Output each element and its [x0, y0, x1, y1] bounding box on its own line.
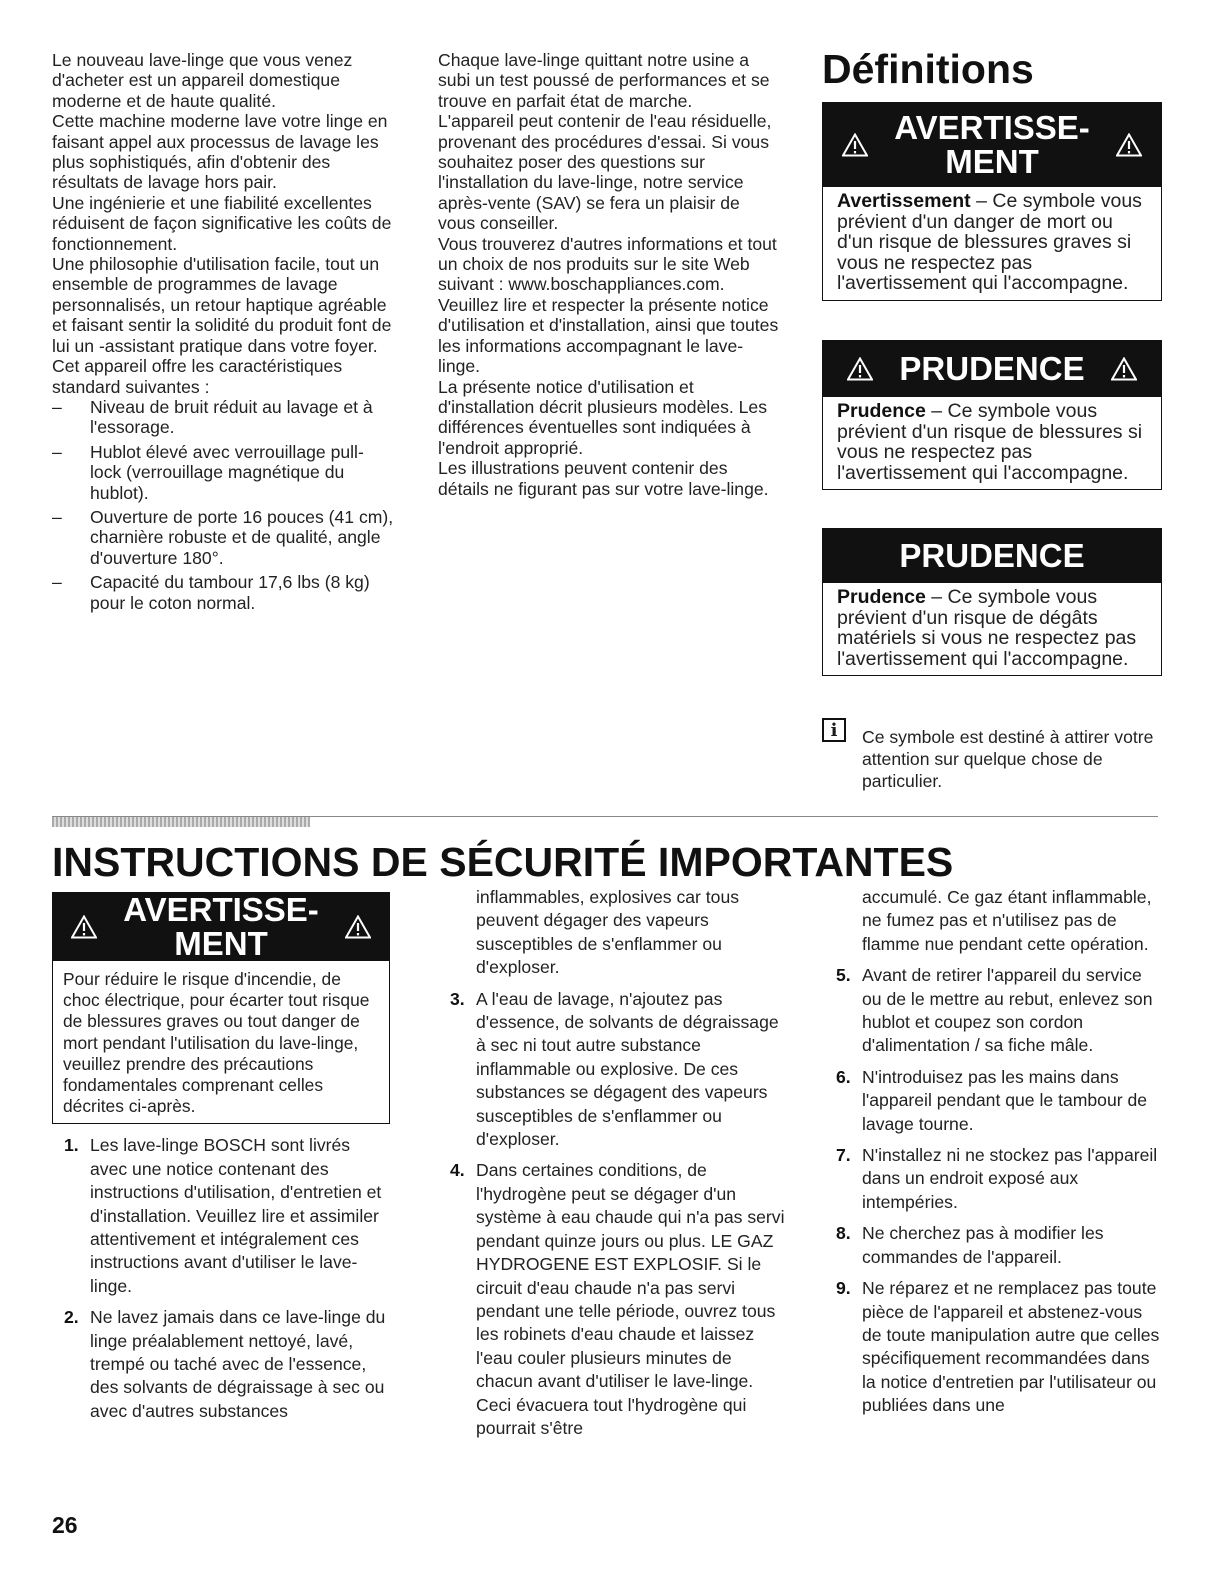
list-item: – Ouverture de porte 16 pouces (41 cm), charnière robuste et de qualité, angle d'ouverture 180°.	[52, 507, 394, 568]
definitions-title: Définitions	[822, 46, 1034, 92]
item-number: 7.	[836, 1145, 851, 1166]
warning-definition-text	[823, 187, 1161, 300]
warning-triangle-icon	[1116, 133, 1142, 157]
intro-paragraph: Chaque lave-linge quittant notre usine a subi un test poussé de performances et se trouve en parfait état de marche.	[438, 50, 770, 111]
item-text: Ne cherchez pas à modifier les commandes de l'appareil.	[862, 1223, 1104, 1267]
item-text: Ne réparez et ne remplacez pas toute pièce de l'appareil et abstenez-vous de toute manipulation autre que celles spécifiquement recommandées dans la notice d'entretien par l'utilisateur ou publiées dans une	[862, 1278, 1160, 1416]
list-item: – Niveau de bruit réduit au lavage et à l'essorage.	[52, 397, 394, 438]
warning-description: – Ce symbole vous prévient d'un danger de mort ou d'un risque de blessures graves si vous ne respectez pas l'avertissement qui l'accompagne.	[837, 190, 1142, 294]
item-text: N'introduisez pas les mains dans l'appareil pendant que le tambour de lavage tourne.	[862, 1066, 1148, 1134]
warning-heading-line2: MENT	[945, 143, 1039, 180]
safety-warning-heading-line2: MENT	[174, 925, 268, 962]
info-icon: i	[822, 718, 846, 742]
notice-heading: PRUDENCE	[899, 537, 1085, 574]
intro-paragraph: Une ingénierie et une fiabilité excellentes réduisent de façon significative les coûts de fonctionnement.	[52, 192, 392, 254]
intro-column	[52, 50, 394, 617]
caution-definition-box	[822, 340, 1162, 490]
warning-heading-line1: AVERTISSE-	[894, 109, 1090, 146]
intro-paragraph: L'appareil peut contenir de l'eau résiduelle, provenant des procédures d'essai. Si vous souhaitez poser des questions sur l'installation du lave-linge, notre service après-vente (SAV) se fera un plaisir de vous conseiller.	[438, 111, 772, 234]
intro-column-2	[438, 50, 780, 499]
intro-paragraph: Les illustrations peuvent contenir des détails ne figurant pas sur votre lave-linge.	[438, 458, 769, 499]
item-number: 2.	[64, 1307, 79, 1328]
list-item: – Capacité du tambour 17,6 lbs (8 kg) pour le coton normal.	[52, 572, 394, 613]
intro-paragraph: Veuillez lire et respecter la présente notice d'utilisation et d'installation, ainsi que toutes les informations accompagnant le lave-linge.	[438, 294, 779, 377]
notice-term: Prudence	[837, 586, 926, 608]
list-item	[824, 1144, 1160, 1214]
section-divider-shade	[52, 816, 310, 827]
safety-warning-text: Pour réduire le risque d'incendie, de choc électrique, pour écarter tout risque de blessures graves ou tout danger de mort pendant l'utilisation du lave-linge, veuillez prendre des précautions fondamentales comprenant celles décrites ci-après.	[63, 969, 370, 1117]
safety-column-3	[824, 886, 1160, 1426]
safety-warning-box	[52, 892, 390, 1124]
warning-term: Avertissement	[837, 190, 971, 212]
item-number: 8.	[836, 1223, 851, 1244]
notice-definition-box	[822, 528, 1162, 676]
list-item	[824, 1277, 1160, 1417]
warning-triangle-icon	[71, 915, 97, 939]
section-divider	[52, 816, 1158, 817]
safety-warning-header	[53, 893, 389, 961]
item-number: 6.	[836, 1066, 851, 1087]
item-text: A l'eau de lavage, n'ajoutez pas d'essence, de solvants de dégraissage à sec ni tout autre substance inflammable ou explosive. De ces substances se dégagent des vapeurs susceptibles de s'enflammer ou d'exploser.	[476, 988, 779, 1150]
intro-paragraph: Cette machine moderne lave votre linge en faisant appel aux processus de lavage les plus sophistiqués, afin d'obtenir des résultats de lavage hors pair.	[52, 111, 388, 193]
list-item	[824, 1222, 1160, 1269]
warning-triangle-icon	[345, 915, 371, 939]
item-number: 1.	[64, 1135, 79, 1156]
intro-paragraph: Cet appareil offre les caractéristiques standard suivantes :	[52, 356, 343, 397]
item-text: N'installez ni ne stockez pas l'appareil dans un endroit exposé aux intempéries.	[862, 1145, 1158, 1212]
caution-header	[823, 341, 1161, 397]
safety-column-2	[438, 886, 788, 1448]
list-item: – Hublot élevé avec verrouillage pull-lock (verrouillage magnétique du hublot).	[52, 442, 394, 503]
item-number: 5.	[836, 965, 851, 986]
warning-triangle-icon	[847, 357, 873, 381]
list-item	[824, 1066, 1160, 1136]
notice-description: – Ce symbole vous prévient d'un risque de dégâts matériels si vous ne respectez pas l'avertissement qui l'accompagne.	[837, 586, 1137, 670]
caution-term: Prudence	[837, 400, 926, 422]
safety-title: INSTRUCTIONS DE SÉCURITÉ IMPORTANTES	[52, 839, 954, 885]
item-continuation: accumulé. Ce gaz étant inflammable, ne fumez pas et n'utilisez pas de flamme nue pendant cette opération.	[862, 887, 1152, 954]
item-number: 3.	[450, 988, 465, 1009]
intro-paragraph: Le nouveau lave-linge que vous venez d'acheter est un appareil domestique moderne et de haute qualité.	[52, 50, 353, 111]
info-description: Ce symbole est destiné à attirer votre attention sur quelque chose de particulier.	[862, 727, 1154, 791]
warning-header	[823, 103, 1161, 187]
features-list	[52, 397, 394, 613]
intro-paragraph: La présente notice d'utilisation et d'installation décrit plusieurs modèles. Les différences éventuelles sont indiquées à l'endroit approprié.	[438, 376, 768, 458]
list-item	[438, 1159, 788, 1440]
warning-definition-box	[822, 102, 1162, 301]
list-item	[824, 964, 1160, 1058]
list-item	[438, 988, 788, 1152]
caution-definition-text	[823, 397, 1161, 489]
page-number: 26	[52, 1512, 78, 1538]
item-text: Avant de retirer l'appareil du service ou de le mettre au rebut, enlevez son hublot et coupez son cordon d'alimentation / sa fiche mâle.	[862, 965, 1153, 1056]
safety-list	[52, 1134, 392, 1423]
safety-warning-heading-line1: AVERTISSE-	[123, 891, 319, 928]
item-text: Dans certaines conditions, de l'hydrogène peut se dégager d'un système à eau chaude qui n'a pas servi pendant quinze jours ou plus. LE GAZ HYDROGENE EST EXPLOSIF. Si le circuit d'eau chaude n'a pas servi pendant une telle période, ouvrez tous les robinets d'eau chaude et laissez l'eau couler plusieurs minutes de chacun avant d'utiliser le lave-linge. Ceci évacuera tout l'hydrogène qui pourrait s'être	[476, 1160, 785, 1438]
warning-triangle-icon	[842, 133, 868, 157]
item-number: 4.	[450, 1160, 465, 1181]
list-item	[52, 1134, 392, 1298]
item-continuation: inflammables, explosives car tous peuvent dégager des vapeurs susceptibles de s'enflammer ou d'exploser.	[476, 887, 740, 978]
safety-column-1	[52, 892, 392, 1431]
notice-header	[823, 529, 1161, 583]
item-number: 9.	[836, 1278, 851, 1299]
intro-paragraph: Vous trouverez d'autres informations et tout un choix de nos produits sur le site Web suivant : www.boschappliances.com.	[438, 233, 777, 295]
item-text: Les lave-linge BOSCH sont livrés avec une notice contenant des instructions d'utilisation, d'entretien et d'installation. Veuillez lire et assimiler attentivement et intégralement ces instructions avant d'utiliser le lave-linge.	[90, 1135, 382, 1296]
caution-description: – Ce symbole vous prévient d'un risque de blessures si vous ne respectez pas l'avertissement qui l'accompagne.	[837, 400, 1143, 484]
caution-heading: PRUDENCE	[899, 350, 1085, 387]
intro-paragraph: Une philosophie d'utilisation facile, tout un ensemble de programmes de lavage personnalisés, un retour haptique agréable et faisant sentir la solidité du produit font de lui un -assistant pratique dans votre foyer.	[52, 254, 392, 356]
notice-definition-text	[823, 583, 1161, 675]
list-item	[52, 1306, 392, 1423]
item-text: Ne lavez jamais dans ce lave-linge du linge préalablement nettoyé, lavé, trempé ou taché avec de l'essence, des solvants de dégraissage à sec ou avec d'autres substances	[90, 1307, 386, 1421]
safety-list	[824, 964, 1160, 1417]
warning-triangle-icon	[1111, 357, 1137, 381]
safety-list	[438, 988, 788, 1441]
